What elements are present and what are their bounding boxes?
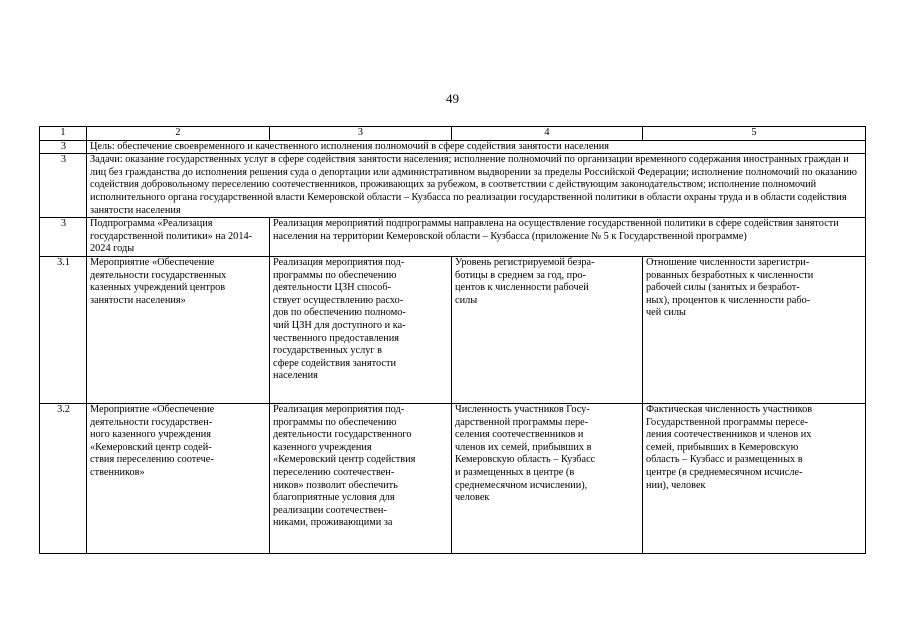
column-header-5: 5	[643, 127, 866, 141]
measure-number: 3.1	[40, 256, 87, 403]
program-table	[39, 126, 866, 554]
measure-name: Мероприятие «Обеспечение деятельности государственных казенных учреждений центров занятости населения»	[87, 256, 270, 403]
table-header-row	[40, 127, 866, 141]
measure-indicator: Численность участников Госу- дарственной программы пере- селения соотечественников и членов их семей, прибывших в Кемеровскую область – Кузбасс и размещенных в центре (в среднемесячном исчислении), человек	[452, 403, 643, 553]
tasks-row-number: 3	[40, 154, 87, 218]
tasks-text: Задачи: оказание государственных услуг в сфере содействия занятости населения; исполнение полномочий по организации временного содержания иностранных граждан и лиц без гражданства до исполнения решения суда о депортации или административном выдворении за пределы Российской Федерации; исполнение полномочий по оказанию содействия добровольному переселению соотечественников, проживающих за рубежом, в соответствии с действующим законодательством; исполнение полномочий исполнительного органа государственной власти Кемеровской области – Кузбасса по реализации государственной политики в области охраны труда и в области содействия занятости населения	[87, 154, 866, 218]
column-header-2: 2	[87, 127, 270, 141]
measure-number: 3.2	[40, 403, 87, 553]
measure-name: Мероприятие «Обеспечение деятельности государствен- ного казенного учреждения «Кемеровский центр содей- ствия переселению соотече- ственников»	[87, 403, 270, 553]
tasks-row	[40, 154, 866, 218]
subprogram-row	[40, 218, 866, 257]
column-header-1: 1	[40, 127, 87, 141]
goal-row-number: 3	[40, 140, 87, 154]
page-number: 49	[446, 91, 459, 106]
measure-indicator: Уровень регистрируемой безра- ботицы в среднем за год, про- центов к численности рабочей силы	[452, 256, 643, 403]
table-row	[40, 403, 866, 553]
subprogram-row-number: 3	[40, 218, 87, 257]
goal-text: Цель: обеспечение своевременного и качественного исполнения полномочий в сфере содействия занятости населения	[87, 140, 866, 154]
column-header-4: 4	[452, 127, 643, 141]
subprogram-name: Подпрограмма «Реализация государственной политики» на 2014-2024 годы	[87, 218, 270, 257]
column-header-3: 3	[270, 127, 452, 141]
table-row	[40, 256, 866, 403]
measure-calculation-method: Отношение численности зарегистри- рованных безработных к численности рабочей силы (занятых и безработ- ных), процентов к численности рабо- чей силы	[643, 256, 866, 403]
subprogram-description: Реализация мероприятий подпрограммы направлена на осуществление государственной политики в сфере содействия занятости населения на территории Кемеровской области – Кузбасса (приложение № 5 к Государственной программе)	[270, 218, 866, 257]
measure-content: Реализация мероприятия под- программы по обеспечению деятельности государственного казенного учреждения «Кемеровский центр содействия переселению соотечествен- ников» позволит обеспечить благоприятные условия для реализации соотечествен- никами, проживающими за	[270, 403, 452, 553]
goal-row	[40, 140, 866, 154]
measure-calculation-method: Фактическая численность участников Государственной программы пересе- ления соотечественников и членов их семей, прибывших в Кемеровскую область – Кузбасс и размещенных в центре (в среднемесячном исчисле- нии), человек	[643, 403, 866, 553]
measure-content: Реализация мероприятия под- программы по обеспечению деятельности ЦЗН способ- ствует осуществлению расхо- дов по обеспечению полномо- чий ЦЗН для доступного и ка- чественного предоставления государственных услуг в сфере содействия занятости населения	[270, 256, 452, 403]
